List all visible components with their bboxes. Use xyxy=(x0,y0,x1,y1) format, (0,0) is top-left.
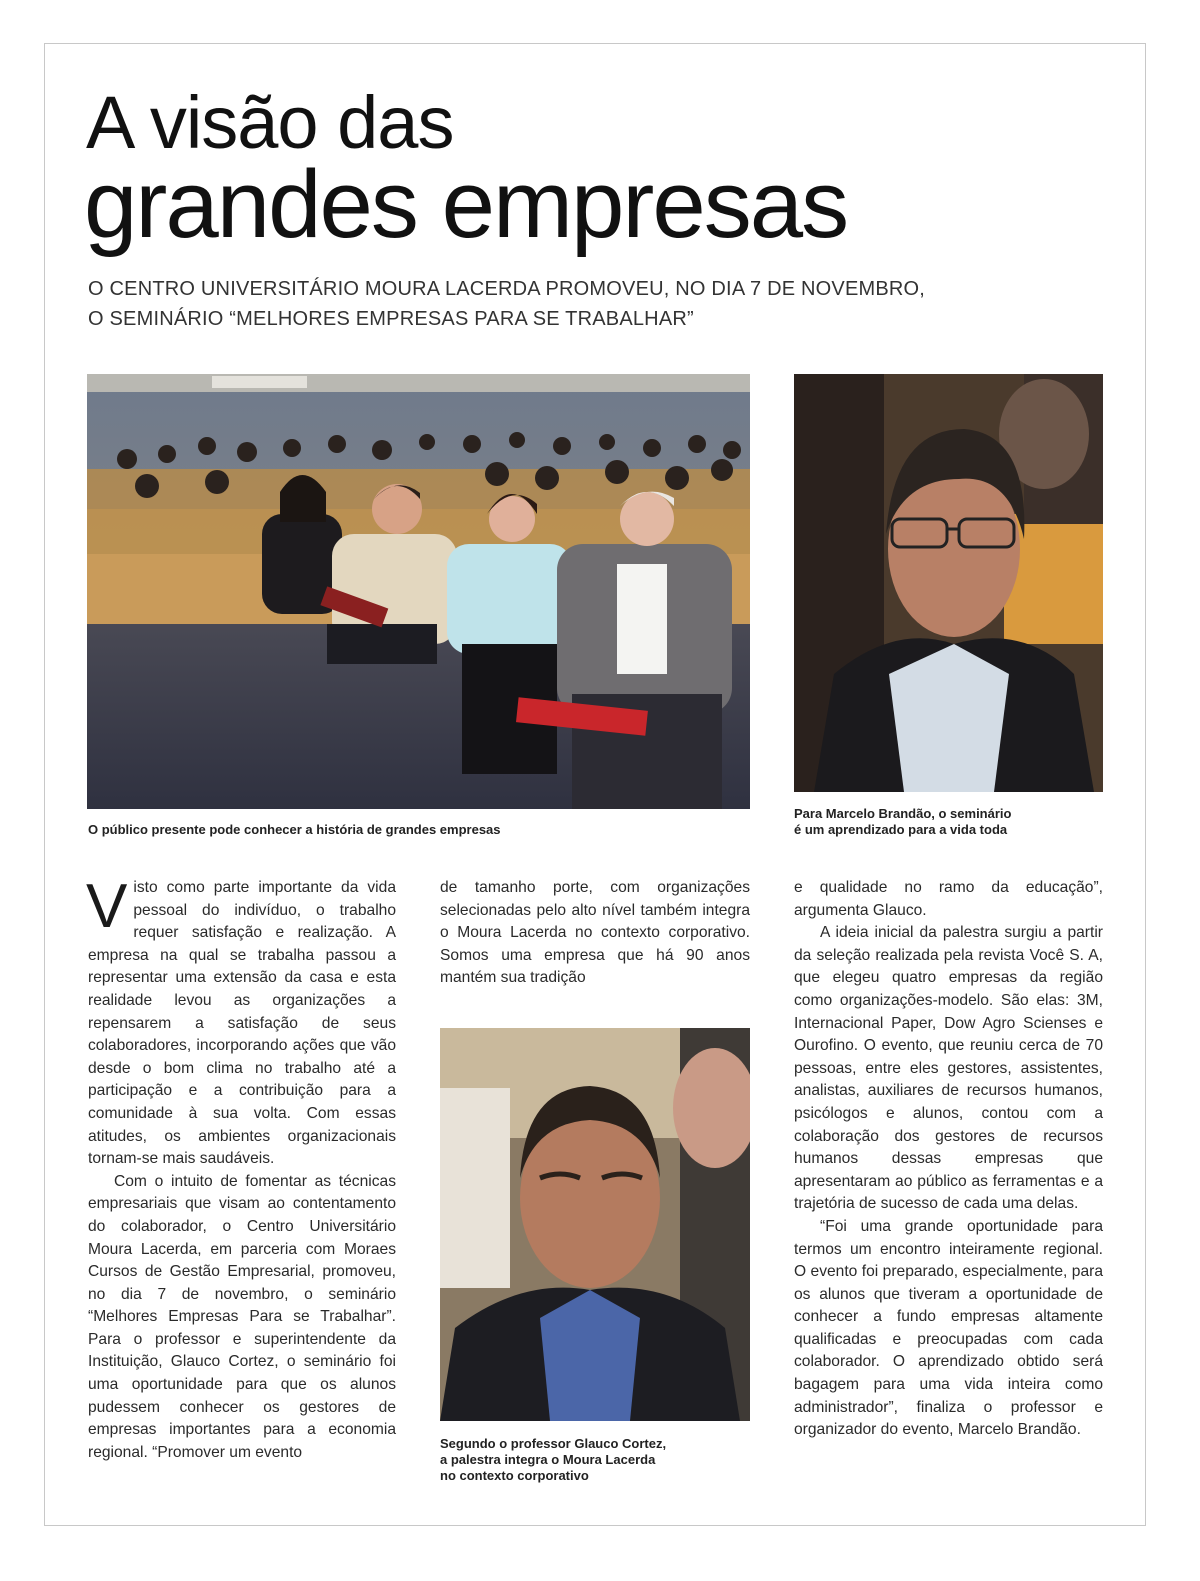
marcelo-brandao-photo xyxy=(794,374,1103,792)
drop-cap: V xyxy=(86,872,128,941)
glauco-caption-line-3: no contexto corporativo xyxy=(440,1468,589,1483)
subheadline-line-1: O CENTRO UNIVERSITÁRIO MOURA LACERDA PROMOVEU, NO DIA 7 DE NOVEMBRO, xyxy=(88,278,926,300)
body-column-3 xyxy=(794,877,1103,1442)
paragraph-text: isto como parte importante da vida pessoal do indivíduo, o trabalho requer satisfação e realização. A empresa na qual se trabalha passou a representar uma extensão da casa e esta realidade levou as organizações a repensarem a satisfação de seus colaboradores, incorporando ações que vão desde o bom clima no trabalho até a participação e a contribuição para a comunidade à sua volta. Com essas atitudes, os ambientes organizacionais tornam-se mais saudáveis. xyxy=(88,879,396,1168)
glauco-photo-caption xyxy=(440,1436,666,1484)
body-paragraph: e qualidade no ramo da educação”, argumenta Glauco. xyxy=(794,879,1103,919)
glauco-caption-line-1: Segundo o professor Glauco Cortez, xyxy=(440,1436,667,1451)
body-paragraph: de tamanho porte, com organizações selecionadas pelo alto nível também integra o Moura Lacerda no contexto corporativo. Somos uma empresa que há 90 anos mantém sua tradição xyxy=(440,879,750,987)
headline-line-1: A visão das xyxy=(86,81,454,164)
body-column-1 xyxy=(86,872,396,1464)
marcelo-caption-line-2: é um aprendizado para a vida toda xyxy=(794,822,1008,837)
audience-photo-caption xyxy=(88,822,501,838)
subheadline xyxy=(88,274,926,334)
body-column-2 xyxy=(440,877,750,990)
body-paragraph: Com o intuito de fomentar as técnicas empresariais que visam ao contentamento do colaborador, o Centro Universitário Moura Lacerda, em parceria com Moraes Cursos de Gestão Empresarial, promoveu, no dia 7 de novembro, o seminário “Melhores Empresas Para se Trabalhar”. Para o professor e superintendente da Instituição, Glauco Cortez, o seminário foi uma oportunidade para que os alunos pudessem conhecer os gestores de empresas importantes para a economia regional. “Promover um evento xyxy=(88,1172,396,1461)
headline-line-2: grandes empresas xyxy=(84,151,848,258)
glauco-cortez-photo xyxy=(440,1028,750,1421)
body-paragraph xyxy=(86,872,396,1171)
body-paragraph: “Foi uma grande oportunidade para termos um encontro inteiramente regional. O evento foi preparado, especialmente, para os alunos que tiveram a oportunidade de conhecer a fundo empresas altamente qualificadas e preocupadas com cada colaborador. O aprendizado obtido será bagagem para uma vida inteira como administrador”, finaliza o professor e organizador do evento, Marcelo Brandão. xyxy=(794,1217,1103,1439)
audience-caption-text: O público presente pode conhecer a história de grandes empresas xyxy=(88,822,501,837)
marcelo-photo-caption xyxy=(794,806,1011,838)
audience-photo xyxy=(87,374,750,809)
body-paragraph: A ideia inicial da palestra surgiu a partir da seleção realizada pela revista Você S. A, que elegeu quatro empresas da região como organizações-modelo. São elas: 3M, Internacional Paper, Dow Agro Scienses e Ourofino. O evento, que reuniu cerca de 70 pessoas, entre eles gestores, assistentes, analistas, auxiliares de recursos humanos, psicólogos e alunos, contou com a colaboração dos gestores de recursos humanos dessas empresas que apresentaram ao público as ferramentas e a trajetória de sucesso de cada uma delas. xyxy=(794,924,1103,1213)
glauco-caption-line-2: a palestra integra o Moura Lacerda xyxy=(440,1452,656,1467)
marcelo-caption-line-1: Para Marcelo Brandão, o seminário xyxy=(794,806,1012,821)
subheadline-line-2: O SEMINÁRIO “MELHORES EMPRESAS PARA SE TRABALHAR” xyxy=(88,308,694,330)
